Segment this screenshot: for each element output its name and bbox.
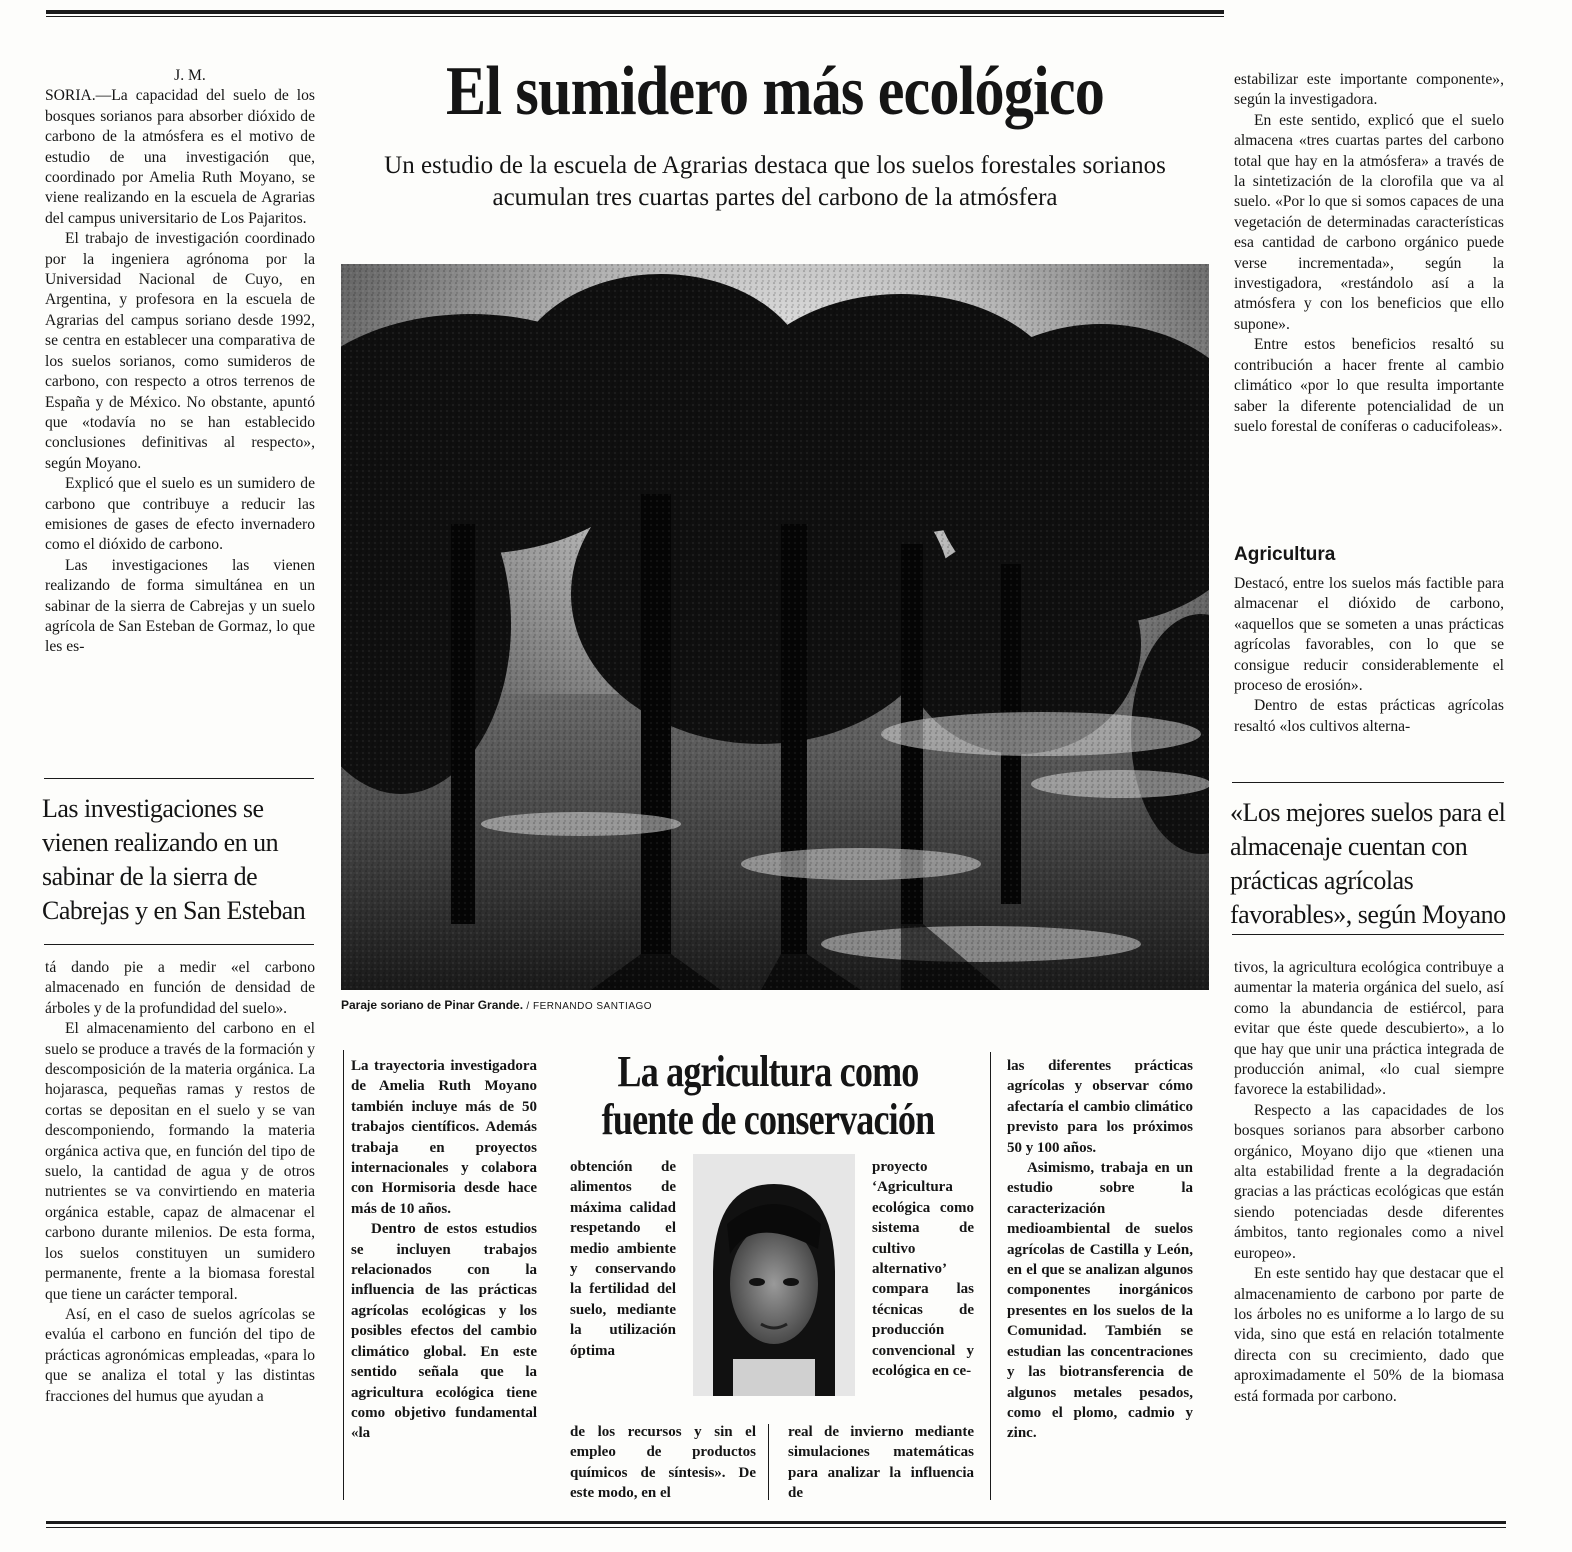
box-column-2-narrow xyxy=(570,1157,676,1361)
box-headline-line-2: fuente de conservación xyxy=(601,1095,935,1144)
box-column-3-narrow xyxy=(872,1157,974,1381)
byline: J. M. xyxy=(174,67,206,84)
paragraph: tivos, la agricultura ecológica contribuye a aumentar la materia orgánica del suelo, así como la abundancia de estiércol, para evitar que éste quede descubierto», a lo que hay que unir una práctica integrada de producción animal, «lo cual siempre favorece la estabilidad». xyxy=(1234,959,1504,1099)
box-column-1 xyxy=(351,1056,537,1444)
pullquote-right-rule-bottom xyxy=(1232,934,1504,935)
right-column-bottom xyxy=(1234,958,1504,1407)
portrait-photo xyxy=(693,1154,855,1396)
paragraph: La trayectoria investigadora de Amelia Ruth Moyano también incluye más de 50 trabajos científicos. Además trabaja en proyectos internacionales y colabora con Hormisoria desde hace más de 10 años. xyxy=(351,1058,537,1217)
paragraph: proyecto ‘Agricultura ecológica como sistema de cultivo alternativo’ compara las técnicas de producción convencional y ecológica en ce- xyxy=(872,1159,974,1380)
right-column-top xyxy=(1234,70,1504,437)
paragraph: Así, en el caso de suelos agrícolas se evalúa el carbono en función del tipo de prácticas agronómicas empleadas, «para lo que se analiza el total y las distintas fracciones del humus que ayudan a xyxy=(45,1305,315,1405)
left-column-bottom xyxy=(45,958,315,1407)
paragraph: obtención de alimentos de máxima calidad respetando el medio ambiente y conservando la fertilidad del suelo, mediante la utilización óptima xyxy=(570,1159,676,1359)
pullquote-right: «Los mejores suelos para el almacenaje cuentan con prácticas agrícolas favorables», según Moyano xyxy=(1230,798,1506,929)
top-rule xyxy=(46,10,1224,14)
caption-title: Paraje soriano de Pinar Grande. xyxy=(341,998,524,1012)
paragraph: Dentro de estas prácticas agrícolas resaltó «los cultivos alterna- xyxy=(1234,697,1504,735)
paragraph: Explicó que el suelo es un sumidero de carbono que contribuye a reducir las emisiones de gases de efecto invernadero como el dióxido de carbono. xyxy=(45,475,315,554)
paragraph: las diferentes prácticas agrícolas y observar cómo afectaría el cambio climático previsto para los próximos 50 y 100 años. xyxy=(1007,1058,1193,1156)
paragraph: En este sentido hay que destacar que el almacenamiento de carbono por parte de los árboles no es uniforme a lo largo de su vida, sino que está en relación totalmente directa con su crecimiento, dado que aproximadamente el 50% de la biomasa está formada por carbono. xyxy=(1234,1265,1504,1405)
top-rule-thin xyxy=(46,16,1224,17)
paragraph: de los recursos y sin el empleo de productos químicos de síntesis». De este modo, en el xyxy=(570,1424,756,1502)
box-column-4 xyxy=(1007,1056,1193,1444)
paragraph: SORIA.—La capacidad del suelo de los bosques sorianos para absorber dióxido de carbono de la atmósfera es el motivo de estudio de una investigación que, coordinado por Amelia Ruth Moyano, se viene realizando en la escuela de Agrarias del campus universitario de Los Pajaritos. xyxy=(45,87,315,227)
box-divider-2 xyxy=(990,1052,991,1500)
photo-caption xyxy=(341,998,941,1012)
left-column-top xyxy=(45,66,315,658)
paragraph: tá dando pie a medir «el carbono almacenado en función de densidad de árboles y de la profundidad del suelo». xyxy=(45,959,315,1017)
paragraph: En este sentido, explicó que el suelo almacena «tres cuartas partes del carbono total que hay en la atmósfera» a través de la sintetización de la clorofila que va al suelo. «Por lo que si somos capaces de una vegetación de determinadas características esa cantidad de carbono orgánico puede verse incrementada», según la investigadora, «restándolo así a la atmósfera y con los beneficios que ello supone». xyxy=(1234,111,1504,333)
paragraph: Respecto a las capacidades de los bosques sorianos para absorber carbono orgánico, Moyano dijo que «tienen una alta estabilidad frente a la degradación gracias a las prácticas ecológicas que están siendo potenciadas desde diferentes ámbitos, tanto regionales como a nivel europeo». xyxy=(1234,1101,1504,1262)
paragraph: El trabajo de investigación coordinado por la ingeniera agrónoma por la Universidad Nacional de Cuyo, en Argentina, y profesora en la escuela de Agrarias del campus soriano desde 1992, se centra en establecer una comparativa de los suelos sorianos, como sumideros de carbono, con respecto a otros terrenos de España y de México. No obstante, apuntó que «todavía no se han establecido conclusiones definitivas al respecto», según Moyano. xyxy=(45,230,315,472)
paragraph: Las investigaciones las vienen realizando de forma simultánea en un sabinar de la sierra de Cabrejas y un suelo agrícola de San Esteban de Gormaz, lo que les es- xyxy=(45,556,315,656)
box-headline-line-1: La agricultura como xyxy=(617,1047,919,1096)
box-inner-divider xyxy=(768,1424,769,1500)
bottom-rule xyxy=(46,1521,1506,1524)
paragraph: Destacó, entre los suelos más factible para almacenar el dióxido de carbono, «aquellos que se someten a unas prácticas agrícolas favorables, con lo que se consigue reducir considerablemente el proceso de erosión». xyxy=(1234,575,1504,695)
pullquote-left-rule-top xyxy=(44,778,314,779)
paragraph: estabilizar este importante componente», según la investigadora. xyxy=(1234,71,1504,109)
box-headline xyxy=(588,1048,949,1144)
box-column-2-wide xyxy=(570,1422,756,1504)
right-column-mid xyxy=(1234,574,1504,737)
box-divider-1 xyxy=(343,1050,344,1500)
paragraph: Dentro de estos estudios se incluyen trabajos relacionados con la influencia de las prácticas agrícolas ecológicas y los posibles efectos del cambio climático global. En este sentido señala que la agricultura ecológica tiene como objetivo fundamental «la xyxy=(351,1221,537,1442)
paragraph: Entre estos beneficios resaltó su contribución a hacer frente al cambio climático «por lo que resulta importante saber la diferente potencialidad de un suelo forestal de coníferas o caducifoleas». xyxy=(1234,336,1504,435)
paragraph: Asimismo, trabaja en un estudio sobre la caracterización medioambiental de suelos agrícolas de Castilla y León, en el que se analizan algunos componentes inorgánicos presentes en los suelos de la Comunidad. También se estudian las concentraciones y las biotransferencia de algunos metales pesados, como el plomo, cadmio y zinc. xyxy=(1007,1160,1193,1442)
pullquote-left: Las investigaciones se vienen realizando en un sabinar de la sierra de Cabrejas y en San Esteban xyxy=(42,794,306,925)
box-column-3-wide xyxy=(788,1422,974,1504)
headline: El sumidero más ecológico xyxy=(446,53,1104,130)
caption-credit: / FERNANDO SANTIAGO xyxy=(526,1001,653,1012)
deck: Un estudio de la escuela de Agrarias destaca que los suelos forestales sorianos acumulan tres cuartas partes del carbono de la atmósfera xyxy=(384,152,1166,211)
paragraph: real de invierno mediante simulaciones matemáticas para analizar la influencia de xyxy=(788,1424,974,1502)
paragraph: El almacenamiento del carbono en el suelo se produce a través de la formación y descomposición de la materia orgánica. La hojarasca, pequeñas ramas y restos de cortas se depositan en el suelo y se van descomponiendo, formando la materia orgánica activa que, en función del tipo de suelo, la cantidad de agua y de otros nutrientes se va convirtiendo en materia orgánica estable, capaz de almacenar el carbono durante milenios. De esta forma, los suelos constituyen un sumidero permanente, frente a la biomasa forestal que tiene un carácter temporal. xyxy=(45,1020,315,1303)
subhead: Agricultura xyxy=(1234,544,1336,565)
forest-photo xyxy=(341,264,1209,990)
bottom-rule-thin xyxy=(46,1527,1506,1528)
pullquote-right-rule-top xyxy=(1232,782,1504,783)
pullquote-left-rule-bottom xyxy=(44,944,314,945)
